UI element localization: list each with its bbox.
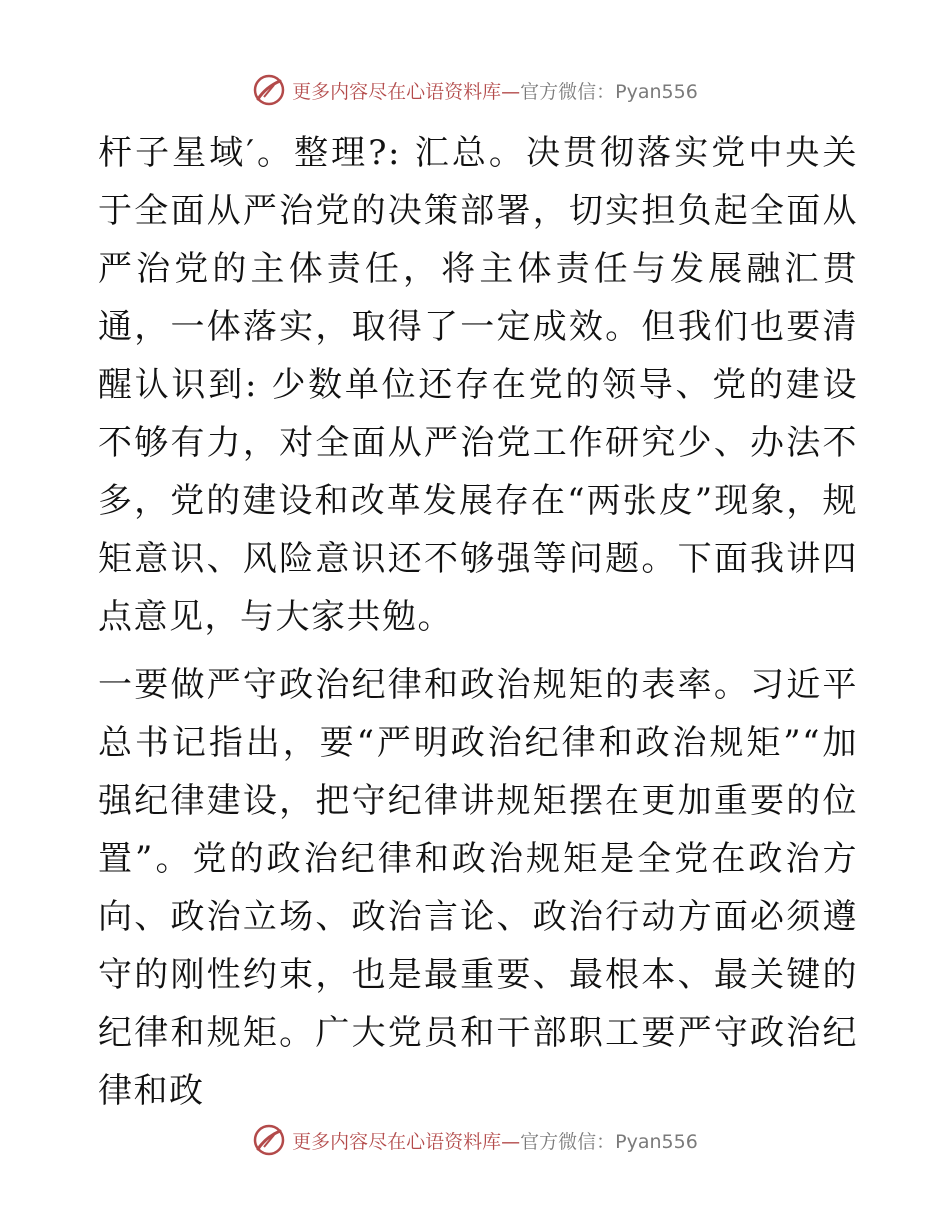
- paragraph-1: 杆子星域′。整理?: 汇总。决贯彻落实党中央关于全面从严治党的决策部署，切实担负起全面从严治党的主体责任，将主体责任与发展融汇贯通，一体落实，取得了一定成效。但我们也要清醒认识到: 少数单位还存在党的领导、党的建设不够有力，对全面从严治党工作研究少、办法不多，党的建设和改革发展存在“两张皮”现象，规矩意识、风险意识还不够强等问题。下面我讲四点意见，与大家共勉。: [98, 133, 858, 637]
- footer-banner-text: [292, 1127, 698, 1154]
- logo-icon: [252, 1123, 286, 1157]
- header-banner: [0, 70, 950, 110]
- paragraph-2: 一要做严守政治纪律和政治规矩的表率。习近平总书记指出，要“严明政治纪律和政治规矩”“加强纪律建设，把守纪律讲规矩摆在更加重要的位置”。党的政治纪律和政治规矩是全党在政治方向、政治立场、政治言论、政治行动方面必须遵守的刚性约束，也是最重要、最根本、最关键的纪律和规矩。广大党员和干部职工要严守政治纪律和政: [98, 665, 858, 1111]
- footer-banner: [0, 1120, 950, 1160]
- banner-slogan: 更多内容尽在心语资料库: [292, 80, 502, 103]
- banner-separator: —: [501, 80, 521, 103]
- banner-separator: —: [501, 1130, 521, 1153]
- document-body: [98, 124, 858, 1120]
- header-banner-text: [292, 77, 698, 104]
- logo-icon: [252, 73, 286, 107]
- banner-slogan: 更多内容尽在心语资料库: [292, 1130, 502, 1153]
- banner-wechat: 官方微信：Pyan556: [520, 80, 698, 103]
- banner-wechat: 官方微信：Pyan556: [520, 1130, 698, 1153]
